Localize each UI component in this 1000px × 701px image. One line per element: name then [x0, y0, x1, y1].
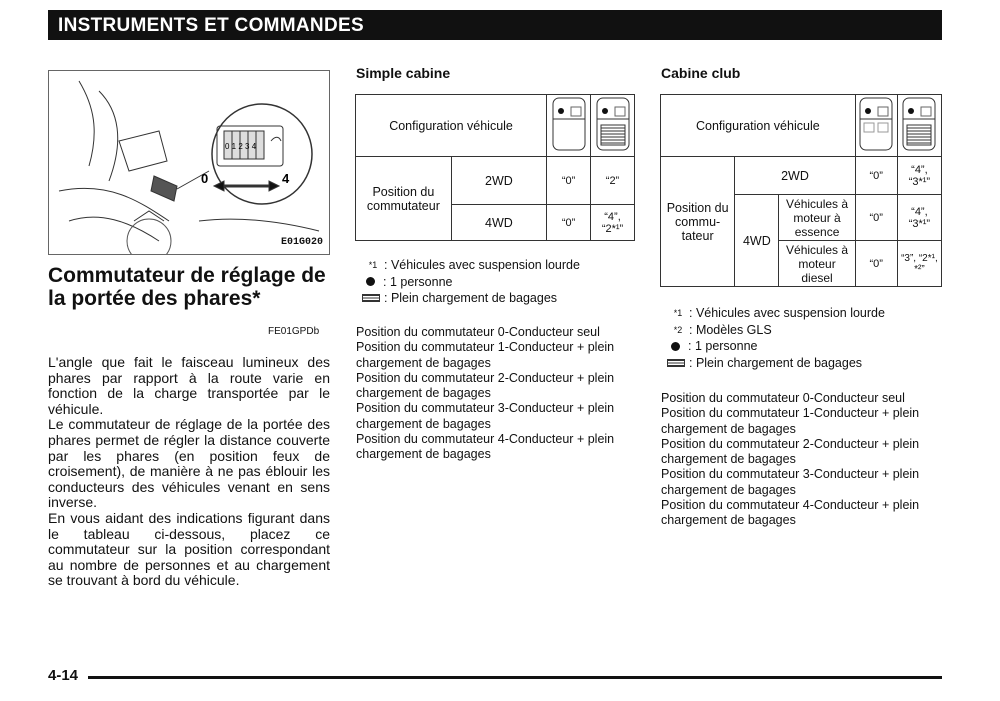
position-item: Position du commutateur 1-Conducteur + plein chargement de bagages — [661, 406, 920, 436]
club-seat-icon — [859, 97, 893, 151]
value-cell — [547, 157, 591, 205]
legend-row — [667, 338, 885, 355]
footnote-mark: *1 — [368, 260, 378, 270]
legend-row — [362, 290, 580, 307]
page-header — [48, 10, 942, 40]
position-value: “0” — [561, 216, 576, 229]
section-code: FE01GPDb — [268, 326, 320, 337]
value-cell — [855, 241, 897, 287]
dial-max-label: 4 — [282, 171, 290, 186]
position-label: Position du commutateur — [366, 184, 440, 213]
engine-cell — [779, 241, 855, 287]
vehicle-icon-loaded — [897, 95, 941, 157]
legend-text: : Véhicules avec suspension lourde — [689, 306, 885, 320]
value-cell — [855, 157, 897, 195]
position-value: “0” — [561, 174, 576, 187]
cab-seat-icon — [552, 97, 586, 151]
position-value: “0” — [869, 169, 883, 182]
position-value: “0” — [869, 257, 883, 270]
position-item: Position du commutateur 2-Conducteur + plein chargement de bagages — [356, 370, 615, 401]
legend-row — [667, 305, 885, 322]
value-cell — [897, 241, 941, 287]
legend-text: : Véhicules avec suspension lourde — [384, 258, 580, 272]
legend-row — [667, 355, 885, 372]
luggage-hatch-icon — [667, 359, 685, 367]
position-label-cell — [356, 157, 452, 241]
club-legend — [667, 305, 885, 371]
drive-cell — [735, 157, 855, 195]
simple-legend — [362, 257, 580, 307]
cabine-club-title: Cabine club — [661, 65, 741, 81]
legend-text: : 1 personne — [688, 339, 758, 354]
position-item: Position du commutateur 3-Conducteur + plein chargement de bagages — [356, 401, 615, 431]
engine-cell — [779, 195, 855, 241]
legend-text: : Plein chargement de bagages — [384, 291, 558, 306]
switch-illustration — [48, 70, 330, 255]
drive-cell — [735, 195, 779, 287]
drive-label: 4WD — [485, 215, 513, 230]
section-body — [48, 355, 330, 589]
position-value: “4”, “3*¹” — [908, 205, 931, 230]
header-title: INSTRUMENTS ET COMMANDES — [58, 15, 364, 36]
config-label-cell — [661, 95, 856, 157]
value-cell — [547, 205, 591, 241]
dial-min-label: 0 — [201, 171, 209, 186]
footnote-mark: *2 — [673, 324, 683, 335]
position-label-cell — [661, 157, 735, 287]
config-label: Configuration véhicule — [695, 118, 820, 133]
legend-row — [362, 257, 580, 274]
drive-cell — [451, 157, 546, 205]
cab-loaded-icon — [596, 97, 630, 151]
person-dot-icon — [671, 342, 680, 351]
luggage-hatch-icon — [362, 294, 380, 302]
simple-cabine-table — [355, 94, 635, 241]
legend-text: : Modèles GLS — [689, 322, 772, 337]
body-paragraph: En vous aidant des indications figurant dans le tableau ci-dessous, placez ce commutateur sur la position correspondant au nombre de personnes et au chargement se trouvant à bord du véhicule. — [48, 509, 330, 589]
position-item: Position du commutateur 0-Conducteur seul — [356, 325, 600, 339]
drive-label: 2WD — [781, 168, 809, 183]
vehicle-icon-driver — [547, 95, 591, 157]
position-value: “4”, “2*¹” — [601, 210, 624, 235]
dashboard-drawing — [49, 71, 330, 255]
legend-text: : 1 personne — [383, 274, 453, 289]
vehicle-icon-driver — [855, 95, 897, 157]
position-value: “2” — [605, 174, 620, 187]
position-label: Position du commu- tateur — [666, 200, 729, 243]
position-item: Position du commutateur 4-Conducteur + plein chargement de bagages — [661, 498, 920, 528]
body-paragraph: Le commutateur de réglage de la portée des phares permet de régler la distance couverte par les phares (en position feux de croisement), de manière à ne pas éblouir les conducteurs des véhicules venant en sens inverse. — [48, 416, 330, 511]
drive-label: 2WD — [485, 173, 513, 188]
engine-label: Véhicules à moteur à essence — [786, 196, 849, 239]
club-position-list — [661, 391, 946, 529]
cabine-club-table — [660, 94, 942, 287]
footnote-mark: *1 — [673, 308, 683, 318]
legend-row — [667, 322, 885, 339]
value-cell — [855, 195, 897, 241]
position-value: “4”, “3*¹” — [908, 163, 931, 188]
section-title: Commutateur de réglage de la portée des phares* — [48, 264, 326, 310]
footer-rule — [88, 676, 942, 679]
position-item: Position du commutateur 3-Conducteur + plein chargement de bagages — [661, 467, 920, 497]
club-loaded-icon — [902, 97, 936, 151]
figure-code: E01G020 — [280, 237, 323, 248]
engine-label: Véhicules à moteur diesel — [786, 242, 849, 285]
drive-cell — [451, 205, 546, 241]
value-cell — [591, 157, 635, 205]
value-cell — [897, 195, 941, 241]
legend-text: : Plein chargement de bagages — [689, 355, 863, 370]
value-cell — [591, 205, 635, 241]
person-dot-icon — [366, 277, 375, 286]
drive-label: 4WD — [742, 233, 771, 248]
position-item: Position du commutateur 0-Conducteur seul — [661, 391, 905, 405]
vehicle-icon-loaded — [591, 95, 635, 157]
config-label: Configuration véhicule — [389, 118, 513, 133]
position-value: “0” — [869, 211, 883, 224]
dial-numbers: 0 1 2 3 4 — [225, 142, 257, 151]
simple-position-list — [356, 325, 641, 463]
simple-cabine-title: Simple cabine — [356, 65, 451, 81]
position-item: Position du commutateur 4-Conducteur + plein chargement de bagages — [356, 432, 615, 462]
position-item: Position du commutateur 2-Conducteur + plein chargement de bagages — [661, 436, 920, 467]
value-cell — [897, 157, 941, 195]
legend-row — [362, 274, 580, 291]
body-paragraph: L'angle que fait le faisceau lumineux des phares par rapport à la route varie en fonction de la charge transportée par le véhicule. — [48, 354, 330, 417]
config-label-cell — [356, 95, 547, 157]
position-item: Position du commutateur 1-Conducteur + plein chargement de bagages — [356, 340, 615, 370]
position-value: “3”, “2*¹, *²” — [901, 252, 938, 275]
page-number: 4-14 — [48, 667, 79, 684]
